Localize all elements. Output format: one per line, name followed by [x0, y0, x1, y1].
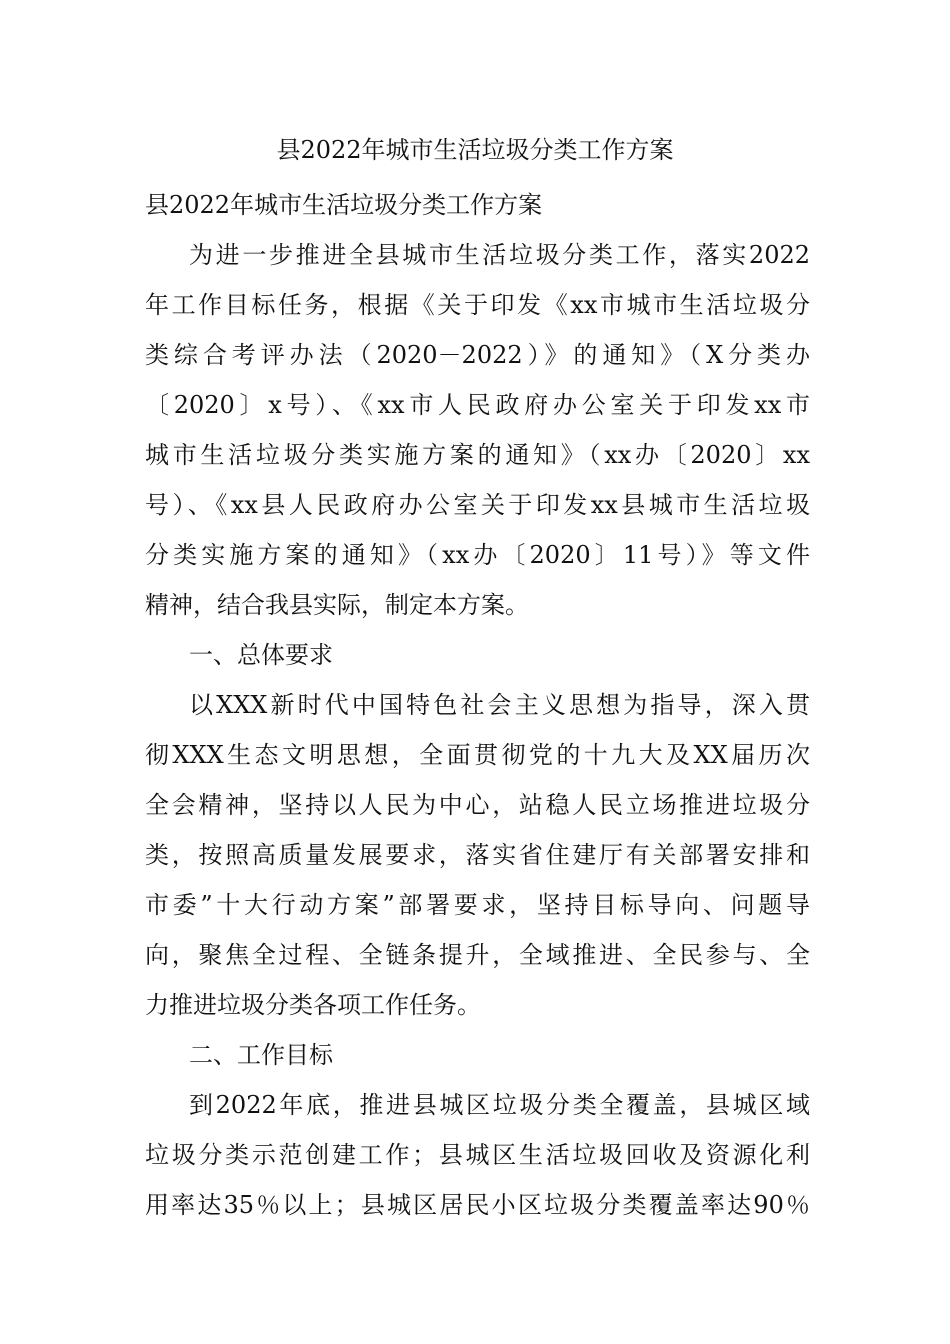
section-1-line-1: 以XXX新时代中国特色社会主义思想为指导，深入贯: [189, 691, 810, 719]
section-2-line-3: 用率达35％以上；县城区居民小区垃圾分类覆盖率达90％: [145, 1191, 810, 1219]
section-1-line-2: 彻XXX生态文明思想，全面贯彻党的十九大及XX届历次: [145, 741, 810, 769]
document-body: [145, 180, 810, 1230]
section-1-line-4: 类，按照高质量发展要求，落实省住建厅有关部署安排和: [145, 841, 810, 869]
document-subtitle: 县2022年城市生活垃圾分类工作方案: [145, 191, 543, 219]
section-1-line-5: 市委”十大行动方案”部署要求，坚持目标导向、问题导: [145, 891, 810, 919]
intro-line-4: 〔2020〕x号）、《xx市人民政府办公室关于印发xx市: [145, 391, 810, 419]
intro-line-5: 城市生活垃圾分类实施方案的通知》（xx办〔2020〕xx: [145, 441, 810, 469]
section-2-line-1: 到2022年底，推进县城区垃圾分类全覆盖，县城区域: [189, 1091, 810, 1119]
intro-line-6: 号）、《xx县人民政府办公室关于印发xx县城市生活垃圾: [145, 491, 810, 519]
intro-line-2: 年工作目标任务，根据《关于印发《xx市城市生活垃圾分: [145, 291, 810, 319]
section-2-line-2: 垃圾分类示范创建工作；县城区生活垃圾回收及资源化利: [145, 1141, 810, 1169]
document-title: 县2022年城市生活垃圾分类工作方案: [276, 136, 674, 164]
intro-line-1: 为进一步推进全县城市生活垃圾分类工作，落实2022: [189, 241, 810, 269]
section-1-line-6: 向，聚焦全过程、全链条提升，全域推进、全民参与、全: [145, 941, 810, 969]
intro-line-8: 精神，结合我县实际，制定本方案。: [145, 591, 529, 619]
section-1-line-7: 力推进垃圾分类各项工作任务。: [145, 991, 481, 1019]
section-2-heading: 二、工作目标: [189, 1041, 333, 1069]
intro-line-7: 分类实施方案的通知》（xx办〔2020〕11号）》等文件: [145, 541, 810, 569]
section-1-heading: 一、总体要求: [189, 641, 333, 669]
section-1-line-3: 全会精神，坚持以人民为中心，站稳人民立场推进垃圾分: [145, 791, 810, 819]
intro-line-3: 类综合考评办法（2020－2022）》的通知》（X分类办: [145, 341, 810, 369]
